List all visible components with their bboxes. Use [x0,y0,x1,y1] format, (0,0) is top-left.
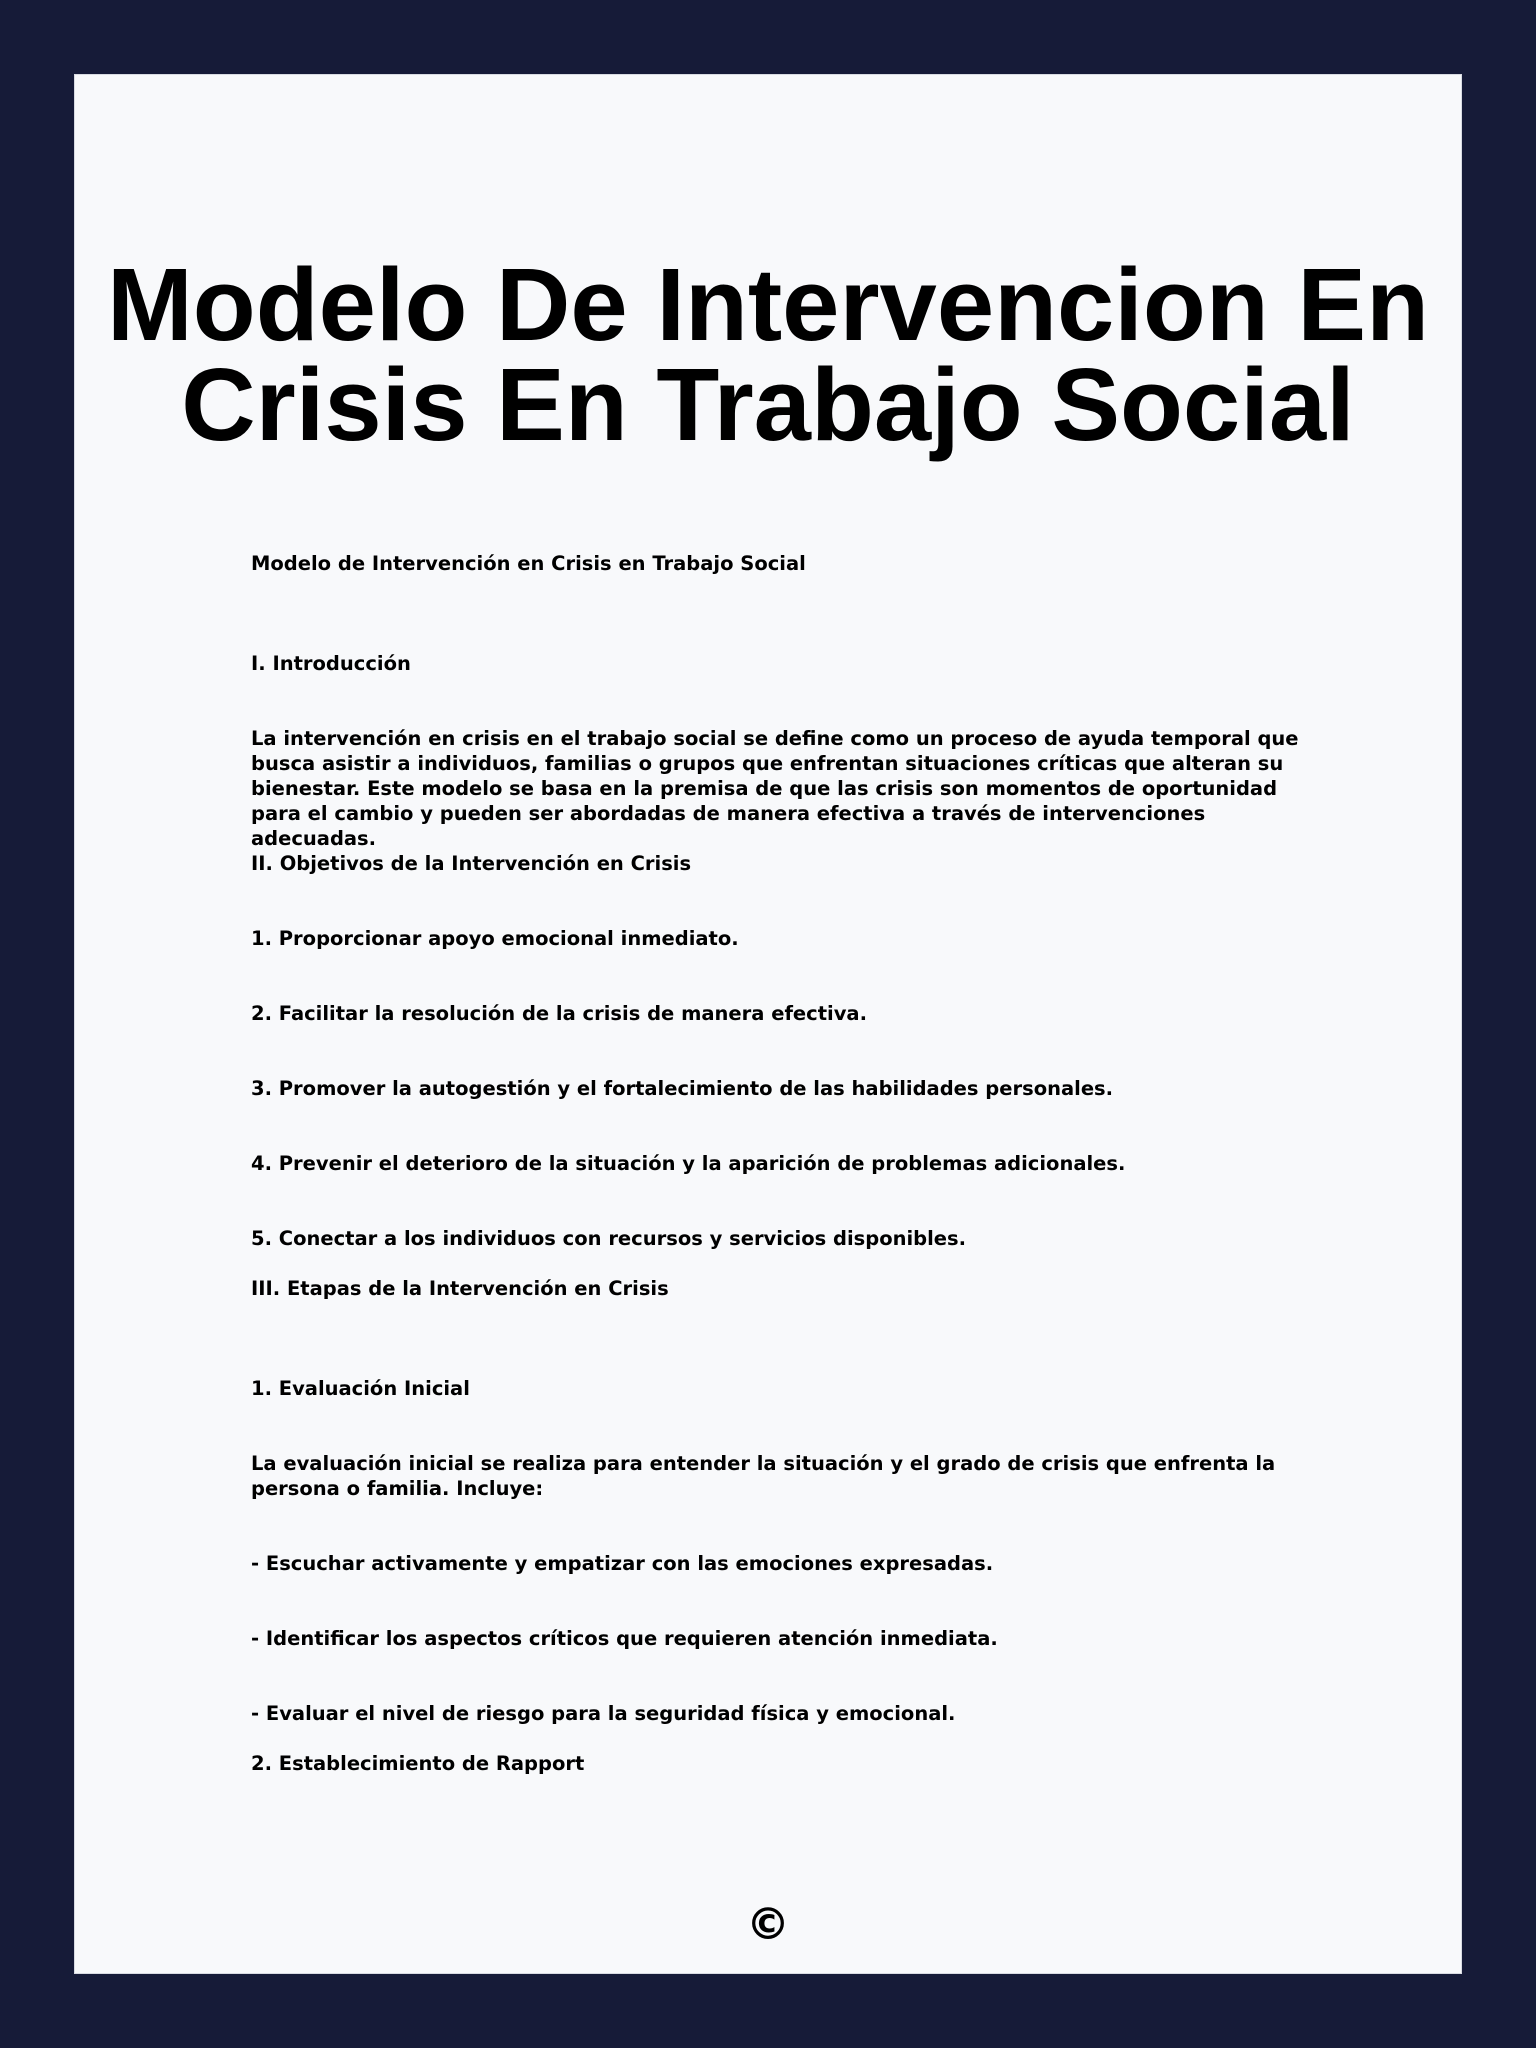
stage-heading-initial-evaluation: 1. Evaluación Inicial [251,1377,470,1400]
list-item: 4. Prevenir el deterioro de la situación y la aparición de problemas adicionales. [251,1152,1126,1175]
stage-heading-rapport: 2. Establecimiento de Rapport [251,1752,585,1775]
list-item: 3. Promover la autogestión y el fortalecimiento de las habilidades personales. [251,1077,1114,1100]
document-page [74,74,1462,1974]
introduction-paragraph: La intervención en crisis en el trabajo social se define como un proceso de ayuda temporal que busca asistir a individuos, familias o grupos que enfrentan situaciones críticas que alteran su bienestar. Este modelo se basa en la premisa de que las crisis son momentos de oportunidad para el cambio y pueden ser abordadas de manera efectiva a través de intervenciones adecuadas. [251,727,1299,850]
document-heading: Modelo de Intervención en Crisis en Trabajo Social [251,552,806,575]
list-item: 5. Conectar a los individuos con recursos y servicios disponibles. [251,1227,967,1250]
section-heading-introduction: I. Introducción [251,652,411,675]
list-item: 1. Proporcionar apoyo emocional inmediato. [251,927,739,950]
list-item: 2. Facilitar la resolución de la crisis de manera efectiva. [251,1002,868,1025]
list-item: - Escuchar activamente y empatizar con las emociones expresadas. [251,1552,994,1575]
section-heading-stages: III. Etapas de la Intervención en Crisis [251,1277,669,1300]
list-item: - Evaluar el nivel de riesgo para la seguridad física y emocional. [251,1702,956,1725]
initial-evaluation-paragraph: La evaluación inicial se realiza para entender la situación y el grado de crisis que enfrenta la persona o familia. Incluye: [251,1452,1276,1500]
document-title: Modelo De Intervencion En Crisis En Trabajo Social [106,247,1429,462]
copyright-icon: © [746,1899,790,1950]
section-heading-objectives: II. Objetivos de la Intervención en Crisis [251,852,692,875]
list-item: - Identificar los aspectos críticos que requieren atención inmediata. [251,1627,998,1650]
